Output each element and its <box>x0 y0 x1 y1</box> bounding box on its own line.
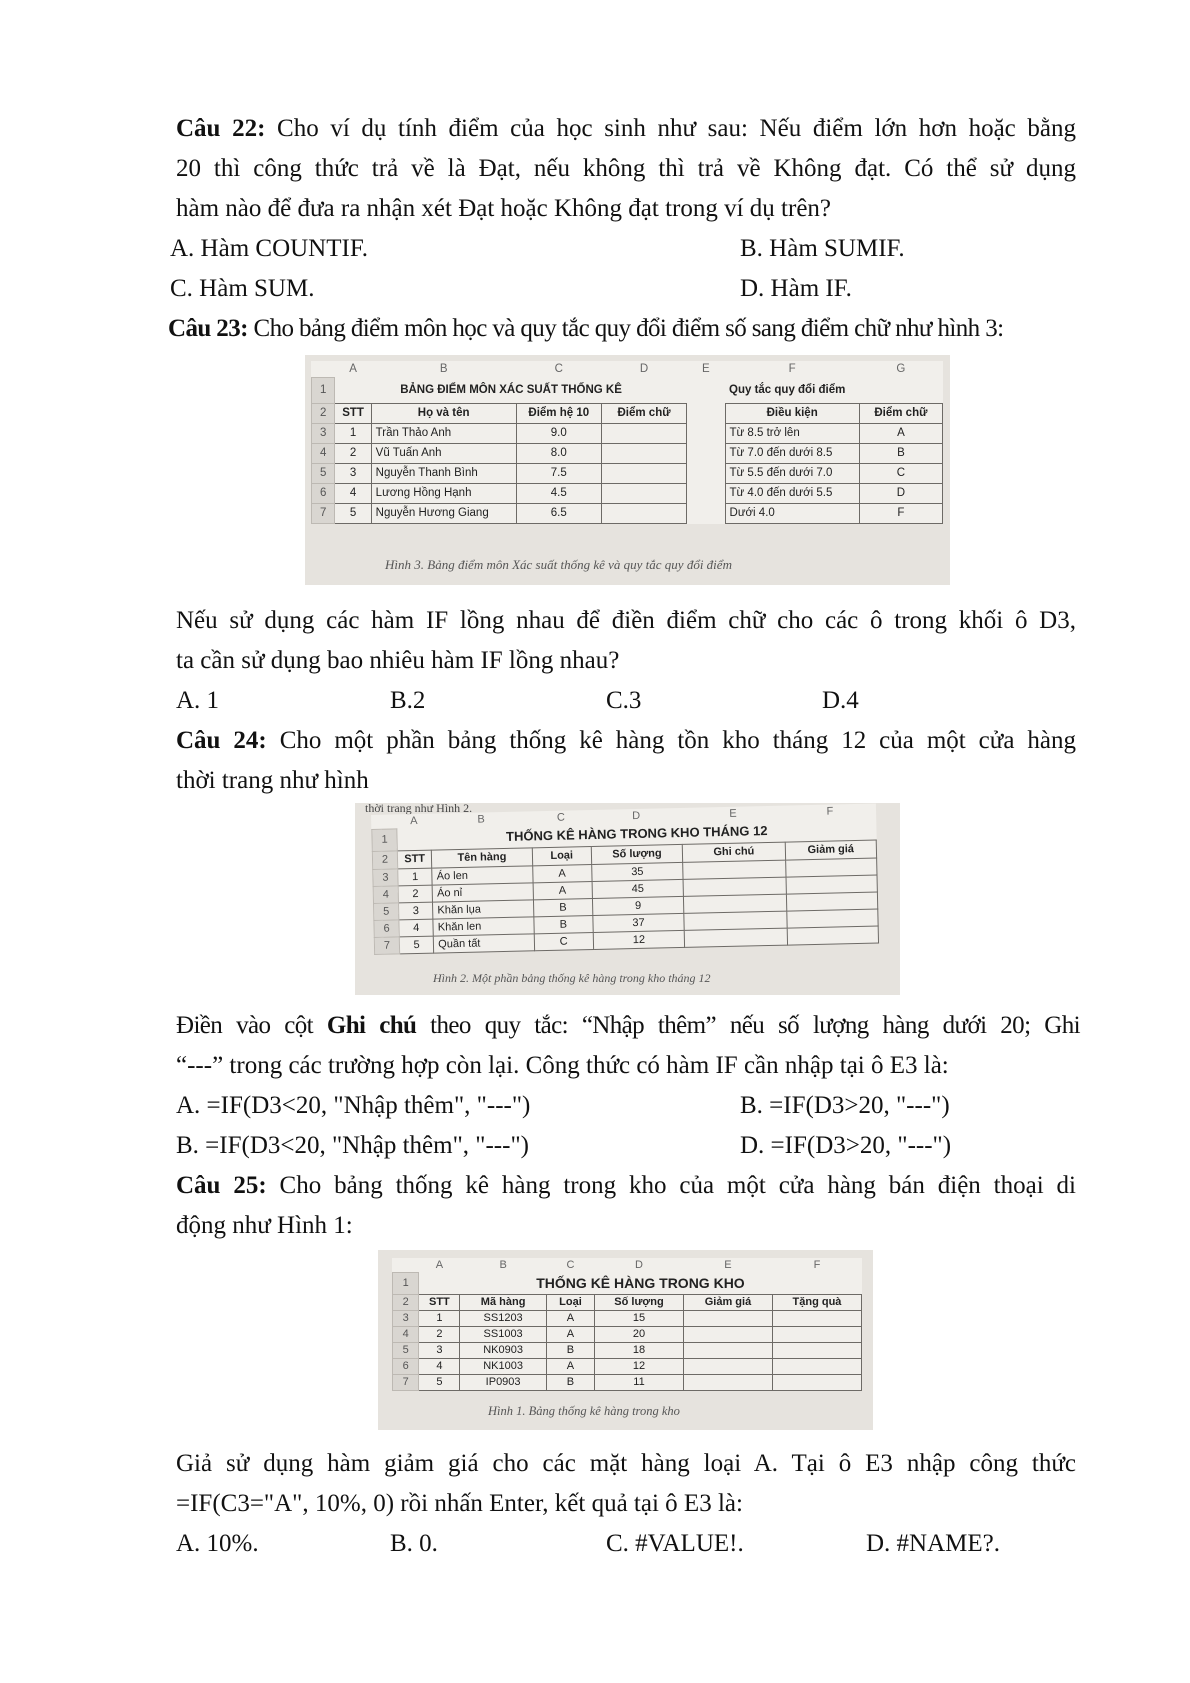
q23-line1 <box>168 313 1080 345</box>
q25-label: Câu 25: <box>176 1172 267 1199</box>
sheet-cell: 4 <box>399 919 434 937</box>
col-header: E <box>702 363 710 375</box>
q22-line2: 20 thì công thức trả về là Đạt, nếu không thì trả về Không đạt. Có thể sử dụng <box>176 155 1076 182</box>
sheet-cell: E <box>729 807 737 820</box>
col-header: F <box>788 363 796 375</box>
q25-line2: động như Hình 1: <box>176 1212 353 1239</box>
sheet-cell <box>687 423 725 443</box>
figure-3-caption: Hình 3. Bảng điểm môn Xác suất thống kê và quy tắc quy đổi điểm <box>385 557 732 572</box>
sheet-cell: 2 <box>335 443 371 463</box>
sheet-cell: A <box>435 1259 444 1271</box>
sheet-cell: 3 <box>335 463 371 483</box>
sheet-cell: 1 <box>393 1272 419 1294</box>
sheet-cell <box>687 483 725 503</box>
figure-1-phone-inventory <box>378 1250 873 1430</box>
sheet-cell <box>687 463 725 483</box>
text-segment: Cho bảng thống kê hàng trong kho của một cửa hàng bán điện thoại di <box>266 1172 1076 1199</box>
sheet-cell: 9.0 <box>516 423 601 443</box>
sheet-cell: 8.0 <box>516 443 601 463</box>
sheet-cell: Loại <box>546 1294 594 1310</box>
sheet-cell: 45 <box>592 879 684 898</box>
sheet-cell: A <box>533 881 593 899</box>
sheet-cell: A <box>859 423 942 443</box>
sheet-cell: 37 <box>593 913 685 932</box>
sheet-cell: Nguyễn Thanh Bình <box>371 463 516 483</box>
q24-option-a: A. =IF(D3<20, "Nhập thêm", "---") <box>176 1092 531 1119</box>
sheet-cell: 2 <box>312 403 335 423</box>
sheet-cell <box>601 483 686 503</box>
sheet-cell <box>687 403 725 423</box>
sheet-cell: NK1003 <box>460 1358 547 1374</box>
text-segment: Điền vào cột <box>176 1012 327 1039</box>
col-header: C <box>554 363 563 375</box>
sheet-cell <box>772 1342 861 1358</box>
sheet-cell <box>601 423 686 443</box>
sheet-cell: Giảm giá <box>683 1294 772 1310</box>
sheet-cell: SS1203 <box>460 1310 547 1326</box>
col-header: A <box>349 363 357 375</box>
sheet-cell: C <box>534 932 594 950</box>
q25-option-a: A. 10%. <box>176 1530 259 1557</box>
col-header: B <box>439 363 448 375</box>
sheet-cell: B <box>533 915 593 933</box>
sheet-cell: 5 <box>419 1374 460 1390</box>
sheet-cell: 11 <box>595 1374 684 1390</box>
sheet-cell: Số lượng <box>595 1294 684 1310</box>
sheet-cell: Trần Thảo Anh <box>371 423 516 443</box>
q25-option-d: D. #NAME?. <box>866 1530 1001 1557</box>
sheet-cell <box>312 361 335 377</box>
sheet-cell: F <box>813 1259 821 1271</box>
sheet-cell <box>683 1310 772 1326</box>
sheet-cell: 1 <box>398 868 433 886</box>
sheet-cell: 1 <box>335 423 371 443</box>
sheet-cell <box>684 928 787 947</box>
figure-1-caption: Hình 1. Bảng thống kê hàng trong kho <box>488 1404 680 1418</box>
sheet-cell <box>683 1358 772 1374</box>
q24-option-b: B. =IF(D3>20, "---") <box>740 1092 950 1119</box>
sheet-cell: 7 <box>393 1374 419 1390</box>
q24-line1 <box>176 725 1076 757</box>
sheet-cell: 6 <box>393 1358 419 1374</box>
sheet-cell: A <box>546 1310 594 1326</box>
sheet-cell <box>772 1326 861 1342</box>
inventory-sheet <box>371 804 879 955</box>
sheet-cell: 9 <box>592 896 684 915</box>
q25-line3: Giả sử dụng hàm giảm giá cho các mặt hàng loại A. Tại ô E3 nhập công thức <box>176 1450 1076 1477</box>
q23-label: Câu 23: <box>168 315 248 342</box>
sheet-cell: Dưới 4.0 <box>725 503 859 523</box>
sheet-cell: Điểm hệ 10 <box>516 403 601 423</box>
q23-line2: Nếu sử dụng các hàm IF lồng nhau để điền điểm chữ cho các ô trong khối ô D3, <box>176 607 1076 634</box>
score-sheet <box>311 361 943 524</box>
sheet-cell <box>687 503 725 523</box>
sheet-cell: Điểm chữ <box>601 403 686 423</box>
q25-line4: =IF(C3="A", 10%, 0) rồi nhấn Enter, kết quả tại ô E3 là: <box>176 1490 743 1517</box>
text-segment: Cho bảng điểm môn học và quy tắc quy đổi điểm số sang điểm chữ như hình 3: <box>247 315 1004 342</box>
q23-option-b: B.2 <box>390 687 426 714</box>
sheet-cell <box>787 909 879 928</box>
sheet-cell: 20 <box>595 1326 684 1342</box>
sheet-cell: B <box>546 1342 594 1358</box>
sheet-cell: 3 <box>393 1310 419 1326</box>
text-segment: Ghi chú <box>326 1012 417 1039</box>
sheet-cell: Vũ Tuấn Anh <box>371 443 516 463</box>
sheet-cell: 5 <box>373 902 398 920</box>
sheet-cell <box>683 1326 772 1342</box>
sheet-cell <box>683 1374 772 1390</box>
sheet-cell: 4.5 <box>516 483 601 503</box>
sheet-cell <box>786 892 878 911</box>
sheet-cell: 2 <box>393 1294 419 1310</box>
sheet-cell: 6 <box>374 919 399 937</box>
sheet-cell: B <box>546 1374 594 1390</box>
sheet-cell: 6.5 <box>516 503 601 523</box>
rule-title: Quy tắc quy đổi điểm <box>729 383 846 396</box>
q25-line1 <box>176 1170 1076 1202</box>
sheet-cell: B <box>859 443 942 463</box>
sheet-cell: 3 <box>312 423 335 443</box>
sheet-cell: 5 <box>335 503 371 523</box>
sheet-cell: 3 <box>399 902 434 920</box>
figure-2-caption: Hình 2. Một phần bảng thống kê hàng trong kho tháng 12 <box>433 971 711 985</box>
sheet-cell: C <box>566 1259 575 1271</box>
figure-2-top-text: thời trang như Hình 2. <box>365 803 473 815</box>
sheet-cell: 4 <box>419 1358 460 1374</box>
sheet-title: THỐNG KÊ HÀNG TRONG KHO THÁNG 12 <box>505 823 768 845</box>
sheet-cell <box>393 1258 419 1272</box>
sheet-cell: Từ 5.5 đến dưới 7.0 <box>725 463 859 483</box>
sheet-cell: 7 <box>374 936 399 954</box>
sheet-cell: Họ và tên <box>371 403 516 423</box>
sheet-cell: Nguyễn Hương Giang <box>371 503 516 523</box>
sheet-cell: 3 <box>419 1342 460 1358</box>
sheet-cell: 12 <box>593 930 685 949</box>
sheet-cell: Từ 4.0 đến dưới 5.5 <box>725 483 859 503</box>
figure-2-inventory-table <box>355 803 900 995</box>
q24-line4: “---” trong các trường hợp còn lại. Công thức có hàm IF cần nhập tại ô E3 là: <box>176 1052 949 1079</box>
sheet-cell: 7.5 <box>516 463 601 483</box>
sheet-cell: 2 <box>398 885 433 903</box>
q23-option-a: A. 1 <box>176 687 220 714</box>
q22-line1 <box>176 113 1076 145</box>
sheet-cell: NK0903 <box>460 1342 547 1358</box>
sheet-cell: SS1003 <box>460 1326 547 1342</box>
sheet-title: BẢNG ĐIỂM MÔN XÁC SUẤT THỐNG KÊ <box>400 383 622 396</box>
sheet-cell: C <box>859 463 942 483</box>
sheet-cell: STT <box>397 850 432 869</box>
sheet-cell: F <box>826 805 834 818</box>
sheet-cell: Tặng quà <box>772 1294 861 1310</box>
sheet-cell: Điểm chữ <box>859 403 942 423</box>
sheet-cell: C <box>556 811 565 824</box>
sheet-cell: A <box>532 864 592 882</box>
sheet-cell <box>601 443 686 463</box>
sheet-cell <box>772 1310 861 1326</box>
text-segment: theo quy tắc: “Nhập thêm” nếu số lượng hàng dưới 20; Ghi <box>416 1012 1080 1039</box>
sheet-cell: Áo len <box>432 865 533 884</box>
sheet-cell: 12 <box>595 1358 684 1374</box>
sheet-cell: Khăn lụa <box>433 899 534 918</box>
q23-option-c: C.3 <box>606 687 642 714</box>
q22-option-b: B. Hàm SUMIF. <box>740 235 905 262</box>
sheet-cell: 5 <box>312 463 335 483</box>
phone-inventory-sheet <box>392 1258 862 1391</box>
sheet-cell: Mã hàng <box>460 1294 547 1310</box>
sheet-cell <box>786 875 878 894</box>
sheet-cell: F <box>859 503 942 523</box>
figure-3-score-table <box>305 355 950 585</box>
q22-label: Câu 22: <box>176 115 266 142</box>
sheet-cell: 4 <box>335 483 371 503</box>
q24-option-d: D. =IF(D3>20, "---") <box>740 1132 952 1159</box>
sheet-cell: 3 <box>373 868 398 886</box>
sheet-cell: 1 <box>372 828 398 851</box>
q25-option-c: C. #VALUE!. <box>606 1530 744 1557</box>
sheet-cell <box>787 926 879 945</box>
sheet-cell: Khăn len <box>433 916 534 935</box>
sheet-cell: 5 <box>393 1342 419 1358</box>
sheet-cell: 1 <box>312 377 335 403</box>
sheet-cell: B <box>499 1259 507 1271</box>
q23-line3: ta cần sử dụng bao nhiêu hàm IF lồng nhau? <box>176 647 620 674</box>
sheet-cell <box>772 1358 861 1374</box>
sheet-cell: A <box>546 1326 594 1342</box>
sheet-cell: Áo nỉ <box>432 882 533 901</box>
sheet-cell: 1 <box>419 1310 460 1326</box>
sheet-cell: 15 <box>595 1310 684 1326</box>
q24-line2: thời trang như hình <box>176 767 369 794</box>
sheet-cell: STT <box>335 403 371 423</box>
sheet-cell <box>687 377 725 403</box>
sheet-cell: 7 <box>312 503 335 523</box>
sheet-cell: D <box>631 809 641 823</box>
sheet-cell: 2 <box>419 1326 460 1342</box>
q22-option-a: A. Hàm COUNTIF. <box>170 235 368 262</box>
sheet-cell: Điều kiện <box>725 403 859 423</box>
sheet-cell: Từ 8.5 trở lên <box>725 423 859 443</box>
sheet-cell <box>601 503 686 523</box>
q25-option-b: B. 0. <box>390 1530 438 1557</box>
sheet-cell: A <box>410 814 418 828</box>
sheet-cell <box>601 463 686 483</box>
sheet-cell: STT <box>419 1294 460 1310</box>
sheet-cell <box>772 1374 861 1390</box>
sheet-cell: Giảm giá <box>785 840 877 860</box>
sheet-cell: Tên hàng <box>432 847 533 867</box>
sheet-cell: IP0903 <box>460 1374 547 1390</box>
sheet-cell <box>785 858 877 877</box>
q23-option-d: D.4 <box>822 687 859 714</box>
sheet-cell <box>371 814 396 829</box>
q24-option-b2: B. =IF(D3<20, "Nhập thêm", "---") <box>176 1132 529 1159</box>
sheet-cell: 5 <box>399 936 434 954</box>
q22-option-d: D. Hàm IF. <box>740 275 852 302</box>
sheet-cell: B <box>533 898 593 916</box>
sheet-cell: 6 <box>312 483 335 503</box>
col-header: D <box>639 363 649 375</box>
sheet-cell: 35 <box>592 862 684 881</box>
sheet-cell: Loại <box>532 846 592 865</box>
q24-label: Câu 24: <box>176 727 267 754</box>
sheet-cell: 18 <box>595 1342 684 1358</box>
sheet-cell: Số lượng <box>591 844 683 864</box>
sheet-cell: Ghi chú <box>682 842 785 862</box>
sheet-cell: D <box>635 1259 643 1271</box>
sheet-cell: D <box>859 483 942 503</box>
sheet-cell <box>687 443 725 463</box>
sheet-cell: 4 <box>373 885 398 903</box>
sheet-cell <box>683 1342 772 1358</box>
text-segment: Cho một phần bảng thống kê hàng tồn kho tháng 12 của một cửa hàng <box>266 727 1076 754</box>
col-header: G <box>896 363 906 375</box>
q22-line3: hàm nào để đưa ra nhận xét Đạt hoặc Không đạt trong ví dụ trên? <box>176 195 832 222</box>
sheet-cell: Lương Hồng Hạnh <box>371 483 516 503</box>
q22-option-c: C. Hàm SUM. <box>170 275 315 302</box>
sheet-cell: Quần tất <box>434 933 535 952</box>
text-segment: Cho ví dụ tính điểm của học sinh như sau: Nếu điểm lớn hơn hoặc bằng <box>265 115 1076 142</box>
sheet-cell: 4 <box>312 443 335 463</box>
sheet-cell: 4 <box>393 1326 419 1342</box>
q24-line3 <box>176 1010 1080 1042</box>
sheet-cell: B <box>477 813 485 826</box>
sheet-cell: A <box>546 1358 594 1374</box>
sheet-title: THỐNG KÊ HÀNG TRONG KHO <box>536 1274 745 1291</box>
sheet-cell: 2 <box>372 850 397 869</box>
sheet-cell: E <box>724 1259 732 1271</box>
sheet-cell: Từ 7.0 đến dưới 8.5 <box>725 443 859 463</box>
